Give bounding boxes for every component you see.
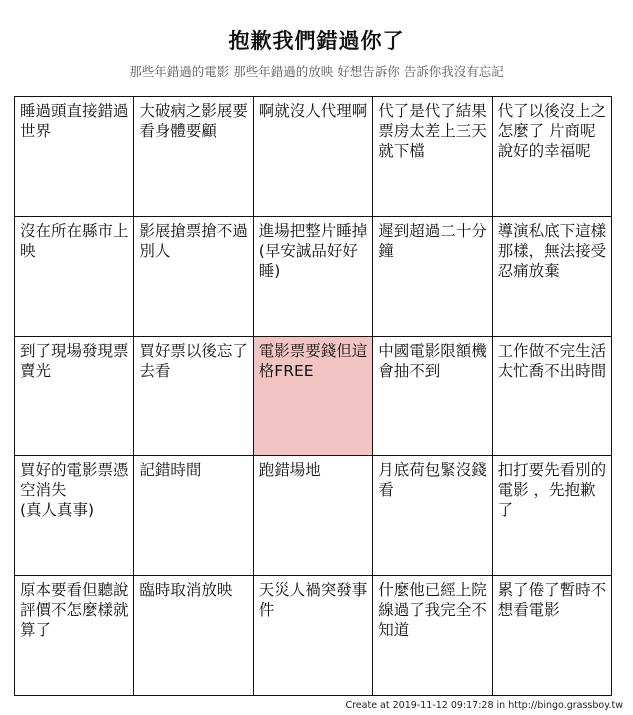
bingo-cell[interactable]: 跑錯場地 xyxy=(254,456,373,576)
bingo-cell[interactable]: 扣打要先看別的電影 ，先抱歉了 xyxy=(493,456,612,576)
page-subtitle: 那些年錯過的電影 那些年錯過的放映 好想告訴你 告訴你我沒有忘記 xyxy=(129,64,504,79)
bingo-cell[interactable]: 啊就沒人代理啊 xyxy=(254,97,373,217)
page-title: 抱歉我們錯過你了 xyxy=(228,29,405,53)
footer-credit: Create at 2019-11-12 09:17:28 in http://bingo.grassboy.tw xyxy=(345,700,623,711)
bingo-board xyxy=(14,96,612,696)
bingo-cell[interactable]: 什麼他已經上院線過了我完全不知道 xyxy=(373,576,492,696)
bingo-cell[interactable]: 月底荷包緊沒錢看 xyxy=(373,456,492,576)
bingo-cell[interactable]: 天災人禍突發事件 xyxy=(254,576,373,696)
bingo-cell[interactable]: 睡過頭直接錯過世界 xyxy=(15,97,134,217)
bingo-cell[interactable]: 工作做不完生活太忙喬不出時間 xyxy=(493,337,612,457)
bingo-cell[interactable]: 記錯時間 xyxy=(134,456,253,576)
bingo-cell[interactable]: 代了以後沒上之 怎麼了 片商呢 說好的幸福呢 xyxy=(493,97,612,217)
bingo-cell-free[interactable]: 電影票要錢但這格FREE xyxy=(254,337,373,457)
bingo-cell[interactable]: 進場把整片睡掉(早安誠品好好睡) xyxy=(254,217,373,337)
bingo-cell[interactable]: 原本要看但聽說評價不怎麼樣就算了 xyxy=(15,576,134,696)
bingo-cell[interactable]: 大破病之影展要看身體要顧 xyxy=(134,97,253,217)
bingo-cell[interactable]: 導演私底下這樣那樣，無法接受忍痛放棄 xyxy=(493,217,612,337)
bingo-cell[interactable]: 遲到超過二十分鐘 xyxy=(373,217,492,337)
bingo-cell[interactable]: 買好的電影票憑空消失 (真人真事) xyxy=(15,456,134,576)
bingo-cell[interactable]: 代了是代了結果票房太差上三天就下檔 xyxy=(373,97,492,217)
bingo-cell[interactable]: 中國電影限額機會抽不到 xyxy=(373,337,492,457)
bingo-cell[interactable]: 到了現場發現票賣光 xyxy=(15,337,134,457)
bingo-cell[interactable]: 臨時取消放映 xyxy=(134,576,253,696)
bingo-cell[interactable]: 累了倦了暫時不想看電影 xyxy=(493,576,612,696)
bingo-cell[interactable]: 沒在所在縣市上映 xyxy=(15,217,134,337)
bingo-cell[interactable]: 影展搶票搶不過別人 xyxy=(134,217,253,337)
bingo-cell[interactable]: 買好票以後忘了去看 xyxy=(134,337,253,457)
